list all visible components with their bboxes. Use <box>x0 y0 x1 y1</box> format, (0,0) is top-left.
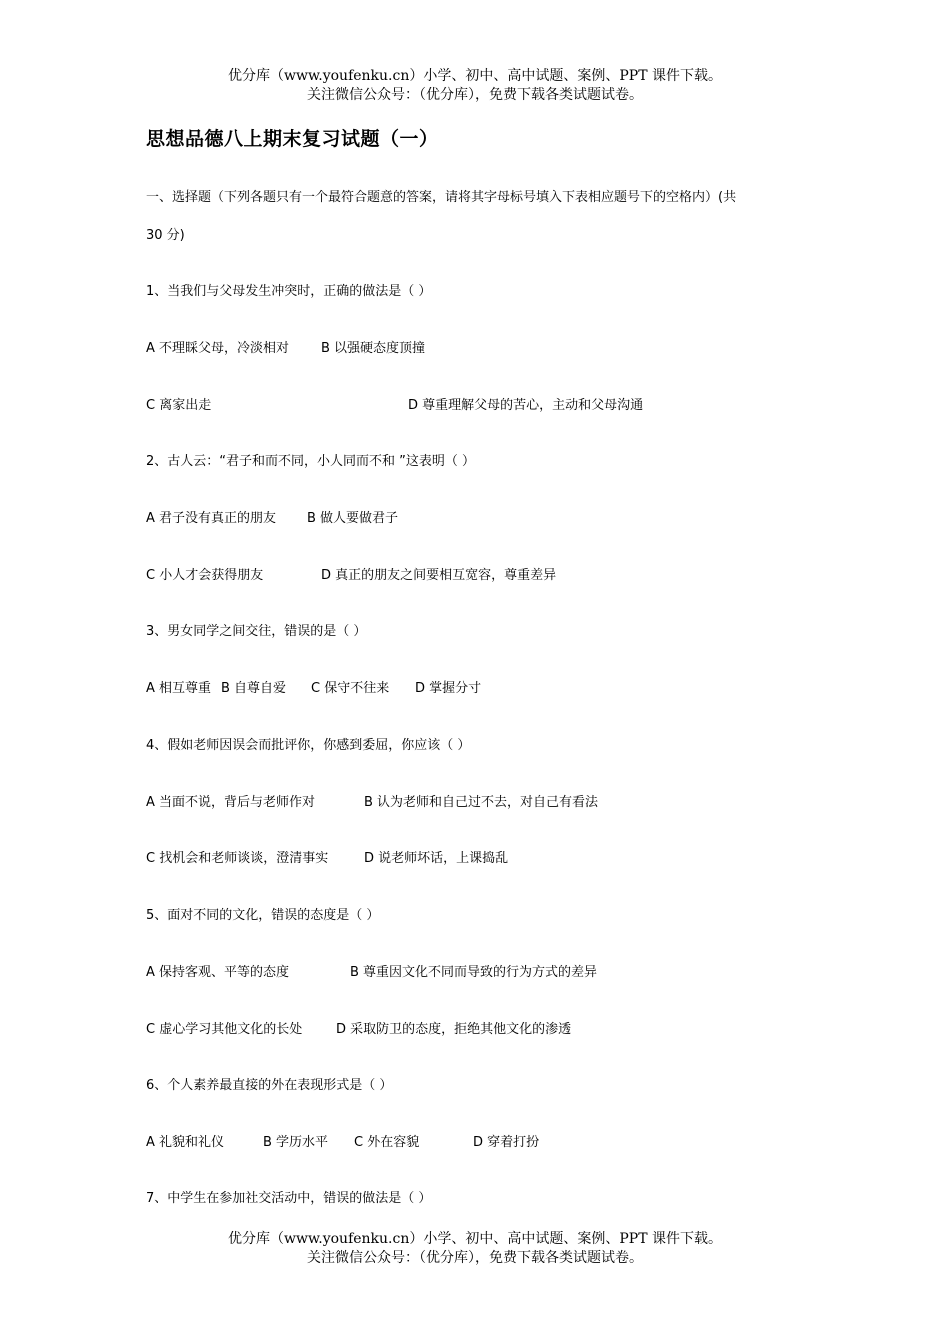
option-b: B 认为老师和自己过不去，对自己有看法 <box>364 795 599 810</box>
section-instruction-line-1: 一、选择题（下列各题只有一个最符合题意的答案，请将其字母标号填入下表相应题号下的空格内）(共 <box>146 190 737 205</box>
section-instruction-line-2: 30 分) <box>146 228 185 243</box>
question-5-options-row-2 <box>146 1018 571 1037</box>
option-a: A 当面不说，背后与老师作对 <box>146 795 316 810</box>
option-d: D 掌握分寸 <box>415 681 482 696</box>
option-d: D 真正的朋友之间要相互宽容，尊重差异 <box>321 568 557 583</box>
question-1-options-row-2 <box>146 394 643 413</box>
option-d: D 尊重理解父母的苦心，主动和父母沟通 <box>408 398 644 413</box>
option-b: B 做人要做君子 <box>307 511 399 526</box>
option-a: A 君子没有真正的朋友 <box>146 511 277 526</box>
option-a: A 保持客观、平等的态度 <box>146 965 290 980</box>
question-2-options-row-1 <box>146 507 398 526</box>
option-a: A 礼貌和礼仪 <box>146 1135 225 1150</box>
footer-line-1: 优分库（www.youfenku.cn）小学、初中、高中试题、案例、PPT 课件下载。 <box>227 1231 722 1247</box>
option-a: A 相互尊重 <box>146 681 212 696</box>
question-5-stem: 5、面对不同的文化，错误的态度是（ ） <box>146 908 380 923</box>
question-4-options-row-2 <box>146 847 508 866</box>
question-4-options-row-1 <box>146 791 598 810</box>
option-b: B 自尊自爱 <box>221 681 287 696</box>
option-a: A 不理睬父母，冷淡相对 <box>146 341 290 356</box>
header-line-1: 优分库（www.youfenku.cn）小学、初中、高中试题、案例、PPT 课件下载。 <box>227 68 722 84</box>
footer-line-2: 关注微信公众号：（优分库），免费下载各类试题试卷。 <box>307 1250 643 1266</box>
question-1-stem: 1、当我们与父母发生冲突时，正确的做法是（ ） <box>146 284 432 299</box>
option-c: C 虚心学习其他文化的长处 <box>146 1022 303 1037</box>
option-c: C 保守不往来 <box>311 681 390 696</box>
option-b: B 学历水平 <box>263 1135 329 1150</box>
question-6-stem: 6、个人素养最直接的外在表现形式是（ ） <box>146 1078 393 1093</box>
header-line-2: 关注微信公众号：（优分库），免费下载各类试题试卷。 <box>307 87 643 103</box>
option-c: C 离家出走 <box>146 398 212 413</box>
option-d: D 说老师坏话，上课捣乱 <box>364 851 509 866</box>
option-d: D 穿着打扮 <box>473 1135 540 1150</box>
option-c: C 外在容貌 <box>354 1135 420 1150</box>
question-6-options-row-1 <box>146 1131 539 1150</box>
option-c: C 小人才会获得朋友 <box>146 568 264 583</box>
question-1-options-row-1 <box>146 337 425 356</box>
question-3-options-row-1 <box>146 677 481 696</box>
option-b: B 以强硬态度顶撞 <box>321 341 426 356</box>
option-c: C 找机会和老师谈谈，澄清事实 <box>146 851 329 866</box>
page-title: 思想品德八上期末复习试题（一） <box>146 128 439 150</box>
question-2-stem: 2、古人云：“君子和而不同，小人同而不和 ”这表明（ ） <box>146 454 476 469</box>
question-4-stem: 4、假如老师因误会而批评你，你感到委屈，你应该（ ） <box>146 738 471 753</box>
question-7-stem: 7、中学生在参加社交活动中，错误的做法是（ ） <box>146 1191 432 1206</box>
question-2-options-row-2 <box>146 564 556 583</box>
option-d: D 采取防卫的态度，拒绝其他文化的渗透 <box>336 1022 572 1037</box>
option-b: B 尊重因文化不同而导致的行为方式的差异 <box>350 965 598 980</box>
question-5-options-row-1 <box>146 961 597 980</box>
question-3-stem: 3、男女同学之间交往，错误的是（ ） <box>146 624 367 639</box>
